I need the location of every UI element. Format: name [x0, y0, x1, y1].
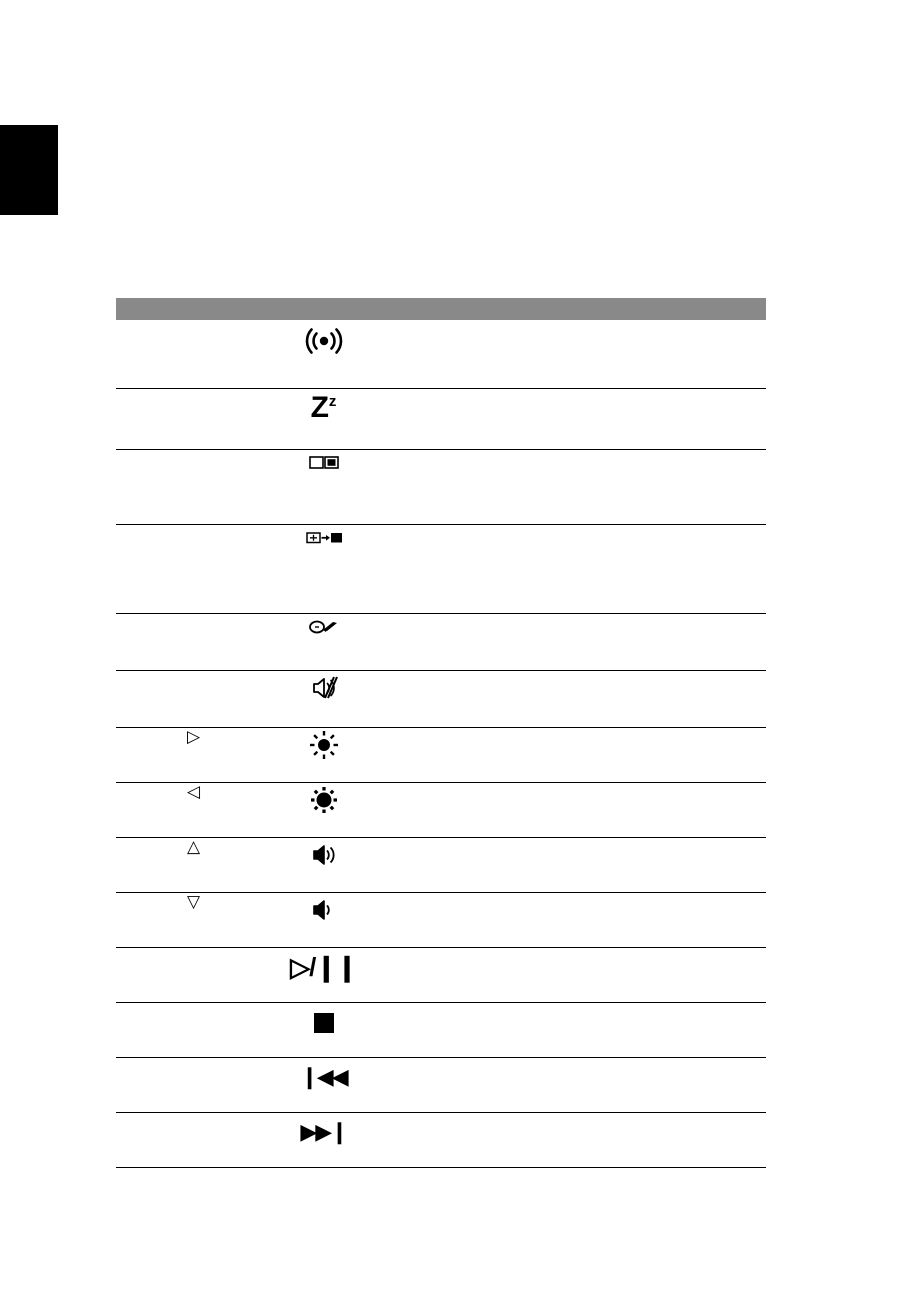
display-toggle-icon [301, 450, 347, 476]
icon-cell [271, 1113, 376, 1168]
icon-cell [271, 1058, 376, 1113]
icon-cell [271, 893, 376, 948]
function-cell [376, 948, 766, 1003]
table-row [116, 948, 766, 1003]
table-row [116, 838, 766, 893]
previous-track-icon: ❙◀◀ [300, 1064, 347, 1089]
hotkey-cell [116, 1113, 271, 1168]
table-row [116, 893, 766, 948]
header-cell-icon [271, 298, 376, 320]
function-cell [376, 450, 766, 525]
page-edge-tab [0, 125, 58, 215]
icon-cell [271, 320, 376, 389]
function-cell [376, 525, 766, 614]
sleep-zzz-icon: $Z^z$ [310, 391, 337, 424]
function-cell [376, 671, 766, 728]
icon-cell [271, 1003, 376, 1058]
play-pause-icon: ▷/❙❙ [290, 952, 357, 982]
function-cell [376, 728, 766, 783]
function-cell [376, 389, 766, 450]
wireless-signal-icon [301, 320, 347, 360]
speaker-mute-icon [301, 671, 347, 705]
table-row [116, 450, 766, 525]
brightness-up-icon [301, 728, 347, 762]
function-cell [376, 1003, 766, 1058]
hotkey-cell [116, 389, 271, 450]
function-cell [376, 1113, 766, 1168]
function-cell [376, 893, 766, 948]
down-arrow-icon: ▽ [186, 892, 201, 911]
function-cell [376, 1058, 766, 1113]
hotkey-cell [116, 893, 271, 948]
icon-cell [271, 450, 376, 525]
table-row [116, 525, 766, 614]
table-header-row [116, 298, 766, 320]
hotkey-cell [116, 1058, 271, 1113]
hotkey-cell [116, 614, 271, 671]
function-cell [376, 320, 766, 389]
hotkey-cell [116, 671, 271, 728]
next-track-icon: ▶▶❙ [300, 1119, 347, 1144]
icon-cell [271, 948, 376, 1003]
icon-cell [271, 838, 376, 893]
function-cell [376, 838, 766, 893]
hotkey-cell [116, 320, 271, 389]
table-row [116, 320, 766, 389]
icon-cell [271, 525, 376, 614]
icon-cell [271, 614, 376, 671]
touchpad-toggle-icon [301, 614, 347, 640]
hotkey-cell [116, 1003, 271, 1058]
hotkey-cell [116, 838, 271, 893]
table-row [116, 671, 766, 728]
table-row [116, 614, 766, 671]
brightness-down-icon [301, 783, 347, 817]
stop-icon [314, 1013, 334, 1033]
right-arrow-icon: ▷ [186, 727, 201, 746]
table-row [116, 1058, 766, 1113]
icon-cell [271, 783, 376, 838]
hotkey-cell [116, 728, 271, 783]
hotkey-table [116, 298, 766, 1168]
left-arrow-icon: ◁ [186, 782, 201, 801]
table-row [116, 1113, 766, 1168]
volume-down-icon [301, 893, 347, 927]
hotkey-cell [116, 948, 271, 1003]
volume-up-icon [301, 838, 347, 872]
up-arrow-icon: △ [186, 837, 201, 856]
function-cell [376, 783, 766, 838]
header-cell-hotkey [116, 298, 271, 320]
table-row [116, 783, 766, 838]
screen-blank-icon [301, 525, 347, 551]
icon-cell [271, 728, 376, 783]
hotkey-cell [116, 525, 271, 614]
function-cell [376, 614, 766, 671]
hotkey-cell [116, 450, 271, 525]
table-row [116, 1003, 766, 1058]
hotkey-cell [116, 783, 271, 838]
table-row [116, 728, 766, 783]
icon-cell [271, 389, 376, 450]
header-cell-function [376, 298, 766, 320]
table-row [116, 389, 766, 450]
icon-cell [271, 671, 376, 728]
